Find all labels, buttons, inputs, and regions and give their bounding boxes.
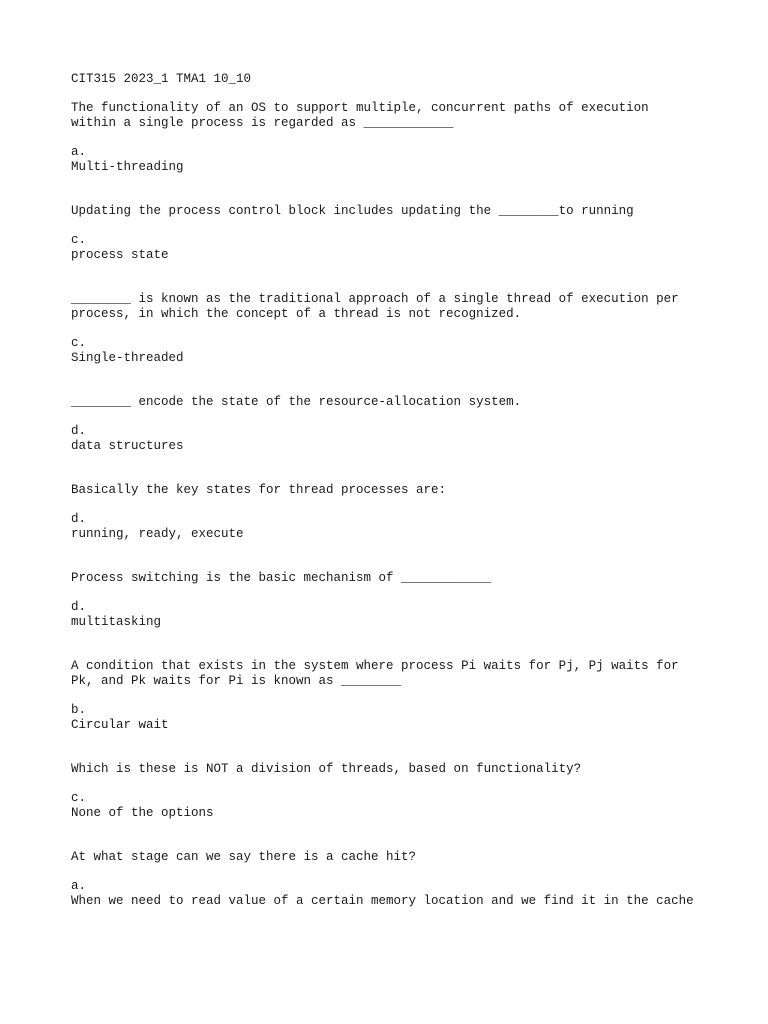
question-text: Process switching is the basic mechanism of ____________ (71, 571, 492, 585)
answer-text: Circular wait (71, 718, 169, 732)
document-title: CIT315 2023_1 TMA1 10_10 (71, 72, 252, 86)
qa-item (71, 101, 731, 175)
qa-item (71, 292, 731, 366)
question-text: ________ is known as the traditional approach of a single thread of execution per process, in which the concept of a thread is not recognized. (71, 292, 679, 321)
qa-item (71, 659, 731, 733)
qa-item (71, 571, 731, 630)
answer-text: running, ready, execute (71, 527, 244, 541)
qa-item (71, 204, 731, 263)
answer-letter: d. (71, 512, 87, 526)
document-body (71, 72, 731, 938)
qa-item (71, 395, 731, 454)
qa-item (71, 762, 731, 821)
answer-letter: c. (71, 791, 87, 805)
answer-letter: d. (71, 600, 87, 614)
answer-letter: b. (71, 703, 87, 717)
question-text: Updating the process control block includes updating the ________to running (71, 204, 634, 218)
question-text: Which is these is NOT a division of threads, based on functionality? (71, 762, 582, 776)
answer-text: data structures (71, 439, 184, 453)
answer-text: process state (71, 248, 169, 262)
qa-item (71, 483, 731, 542)
qa-item (71, 850, 731, 909)
question-text: ________ encode the state of the resource-allocation system. (71, 395, 522, 409)
question-text: The functionality of an OS to support multiple, concurrent paths of execution within a single process is regarded as ____________ (71, 101, 649, 130)
answer-letter: c. (71, 233, 87, 247)
answer-letter: c. (71, 336, 87, 350)
answer-text: When we need to read value of a certain memory location and we find it in the cache (71, 894, 694, 908)
answer-text: multitasking (71, 615, 162, 629)
answer-letter: a. (71, 879, 87, 893)
question-text: A condition that exists in the system where process Pi waits for Pj, Pj waits for Pk, and Pk waits for Pi is known as ________ (71, 659, 679, 688)
question-text: Basically the key states for thread processes are: (71, 483, 447, 497)
answer-text: Multi-threading (71, 160, 184, 174)
answer-letter: d. (71, 424, 87, 438)
answer-letter: a. (71, 145, 87, 159)
question-text: At what stage can we say there is a cache hit? (71, 850, 417, 864)
answer-text: Single-threaded (71, 351, 184, 365)
answer-text: None of the options (71, 806, 214, 820)
